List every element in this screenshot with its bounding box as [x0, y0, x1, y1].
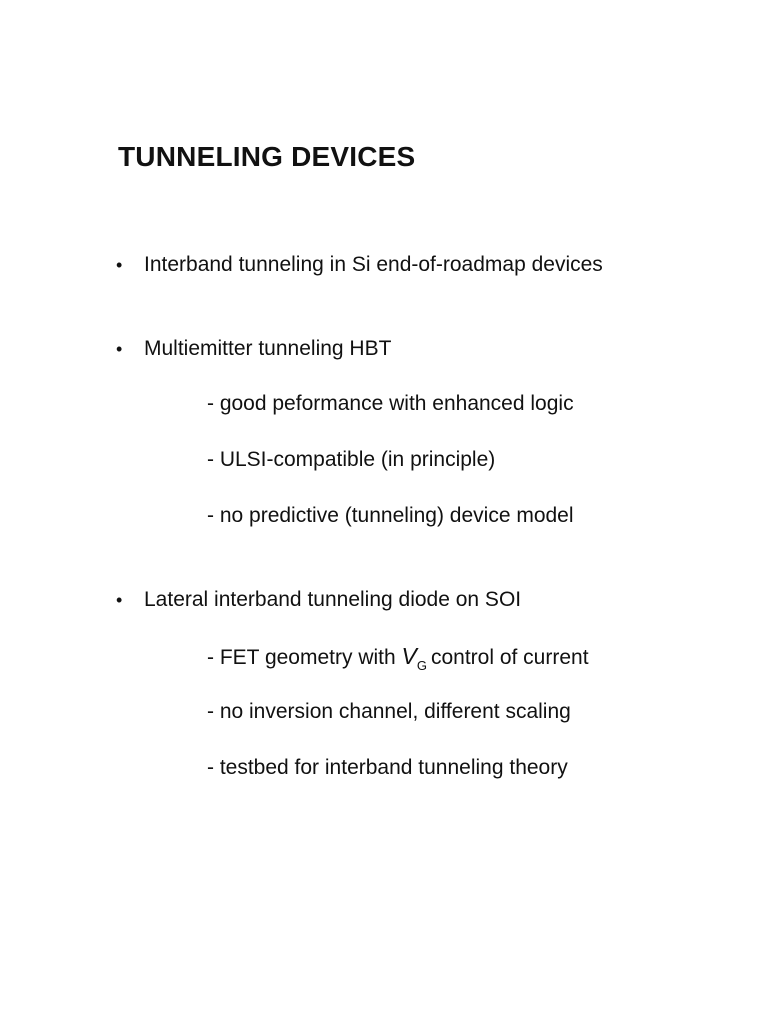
fet-geometry-prefix: - FET geometry with [207, 646, 402, 669]
gate-voltage-symbol: V [401, 643, 417, 669]
slide-title: TUNNELING DEVICES [118, 141, 416, 172]
bullet-marker: • [116, 339, 123, 359]
subitem-no-predictive-model: - no predictive (tunneling) device model [207, 504, 574, 527]
subitem-good-performance: - good peformance with enhanced logic [207, 392, 574, 415]
bullet-marker: • [116, 590, 123, 610]
subitem-testbed: - testbed for interband tunneling theory [207, 756, 568, 779]
subitem-no-inversion-channel: - no inversion channel, different scaling [207, 700, 571, 723]
bullet-item-multiemitter-hbt: Multiemitter tunneling HBT [144, 337, 392, 360]
bullet-item-lateral-diode: Lateral interband tunneling diode on SOI [144, 588, 522, 611]
subitem-ulsi-compatible: - ULSI-compatible (in principle) [207, 448, 496, 471]
gate-voltage-subscript: G [416, 658, 427, 673]
bullet-item-interband-tunneling: Interband tunneling in Si end-of-roadmap devices [144, 253, 603, 276]
subitem-fet-geometry [207, 642, 589, 674]
fet-geometry-suffix: control of current [430, 646, 589, 669]
bullet-marker: • [116, 255, 123, 275]
